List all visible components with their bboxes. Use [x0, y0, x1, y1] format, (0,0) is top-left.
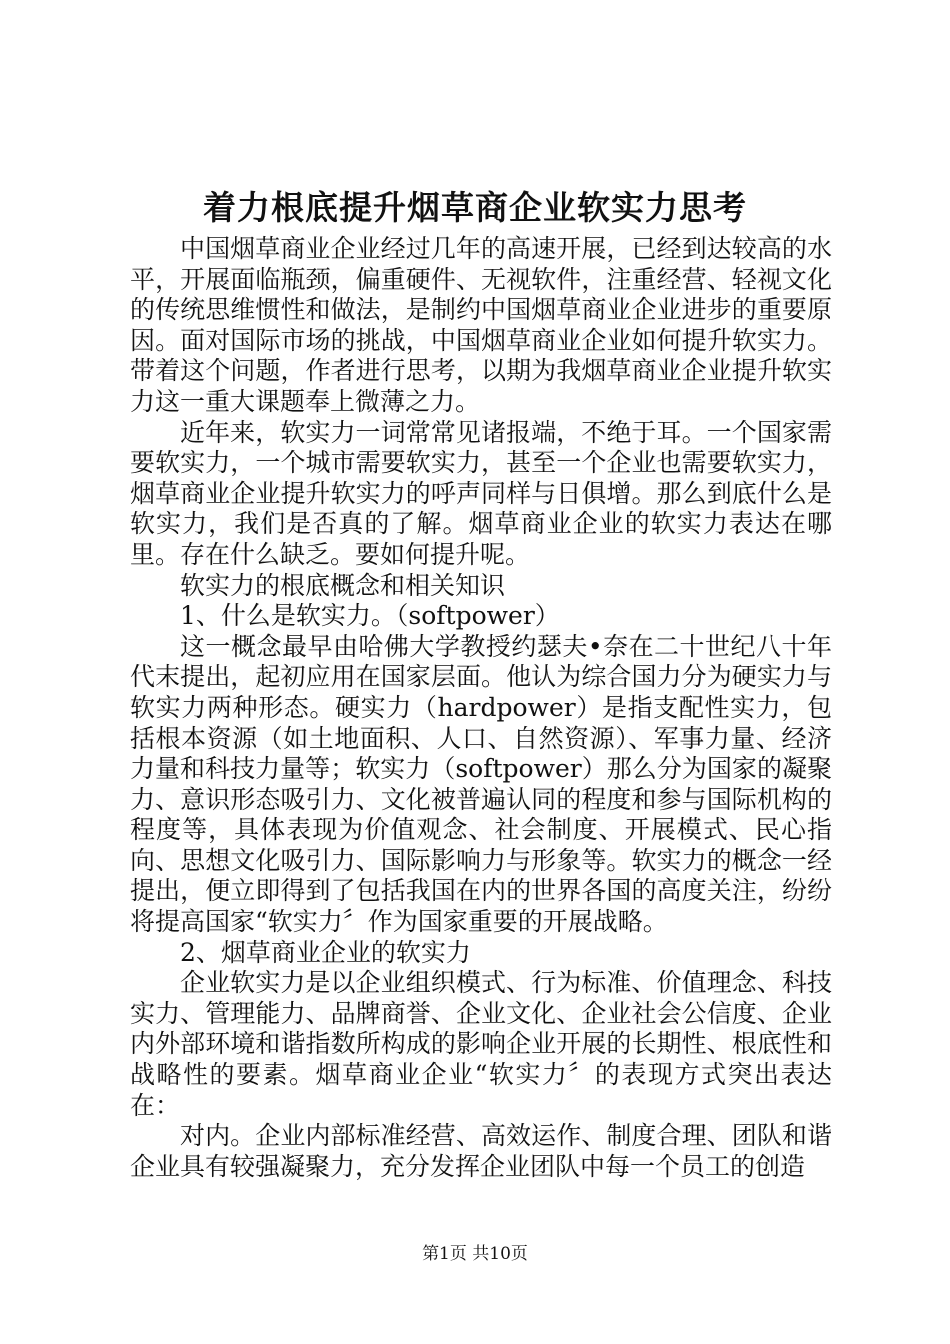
paragraph-concept-origin: 这一概念最早由哈佛大学教授约瑟夫•奈在二十世纪八十年代末提出，起初应用在国家层面。他认为综合国力分为硬实力与软实力两种形态。硬实力（hardpower）是指支配性实力，包括根本资源（如土地面积、人口、自然资源）、军事力量、经济力量和科技力量等；软实力（softpower）那么分为国家的凝聚力、意识形态吸引力、文化被普遍认同的程度和参与国际机构的程度等，具体表现为价值观念、社会制度、开展模式、民心指向、思想文化吸引力、国际影响力与形象等。软实力的概念一经提出，便立即得到了包括我国在内的世界各国的高度关注，纷纷将提高国家“软实力〞作为国家重要的开展战略。: [130, 631, 832, 937]
section-heading-basic-concepts: 软实力的根底概念和相关知识: [180, 570, 506, 600]
paragraph-recent-years: 近年来，软实力一词常常见诸报端，不绝于耳。一个国家需要软实力，一个城市需要软实力，甚至一个企业也需要软实力，烟草商业企业提升软实力的呼声同样与日俱增。那么到底什么是软实力，我们是否真的了解。烟草商业企业的软实力表达在哪里。存在什么缺乏。要如何提升呢。: [130, 417, 832, 569]
page-number-footer: 第1页 共10页: [422, 1244, 528, 1264]
paragraph-intro: 中国烟草商业企业经过几年的高速开展，已经到达较高的水平，开展面临瓶颈，偏重硬件、无视软件，注重经营、轻视文化的传统思维惯性和做法，是制约中国烟草商业企业进步的重要原因。面对国际市场的挑战，中国烟草商业企业如何提升软实力。带着这个问题，作者进行思考，以期为我烟草商业企业提升软实力这一重大课题奉上微薄之力。: [130, 234, 832, 416]
subheading-tobacco-soft-power: 2、烟草商业企业的软实力: [180, 937, 471, 967]
subheading-what-is-soft-power: 1、什么是软实力。（softpower）: [180, 601, 560, 631]
document-title: 着力根底提升烟草商企业软实力思考: [203, 188, 747, 227]
paragraph-enterprise-soft-power: 企业软实力是以企业组织模式、行为标准、价值理念、科技实力、管理能力、品牌商誉、企业文化、企业社会公信度、企业内外部环境和谐指数所构成的影响企业开展的长期性、根底性和战略性的要素。烟草商业企业“软实力〞的表现方式突出表达在：: [130, 968, 832, 1120]
document-body: [130, 234, 832, 1182]
paragraph-internal: 对内。企业内部标准经营、高效运作、制度合理、团队和谐企业具有较强凝聚力，充分发挥企业团队中每一个员工的创造: [130, 1121, 832, 1181]
